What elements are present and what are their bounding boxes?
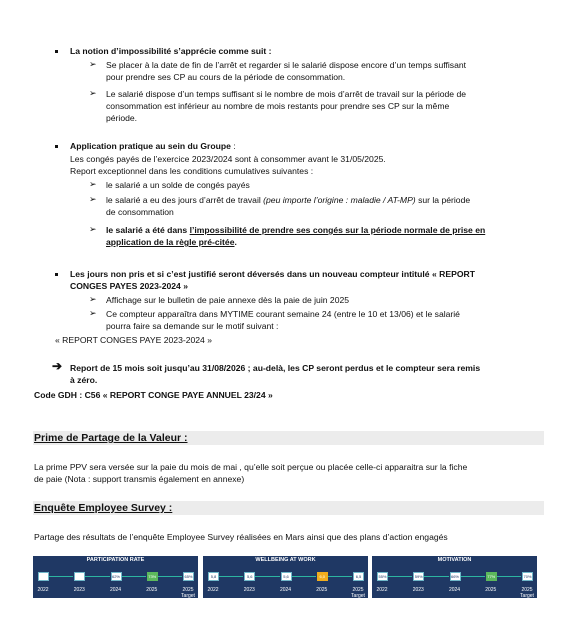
report-line2: à zéro. [70, 375, 98, 385]
survey-heading: Enquête Employee Survey : [34, 502, 173, 514]
value-box: 73% [148, 574, 157, 579]
bullet-square-icon [55, 145, 58, 148]
section1-sub2-line3: période. [106, 113, 138, 123]
section2-item2-b: (peu importe l’origine : maladie / AT-MP) [263, 195, 416, 205]
value-box: 5,8 [208, 572, 219, 581]
survey-panel-participation [33, 556, 198, 598]
trend-line [85, 576, 109, 577]
section2-item3 [106, 224, 485, 236]
section2-title-suffix: : [230, 141, 236, 151]
year-label: 2022 [37, 587, 49, 593]
section2-item2-line2: de consommation [106, 207, 174, 217]
survey-text: Partage des résultats de l’enquête Employee Survey réalisées en Mars ainsi que des plans d’action engagés [34, 532, 448, 542]
value-box: 5,6 [244, 572, 255, 581]
year-label: 2025 Target [351, 587, 365, 599]
trend-line [424, 576, 448, 577]
section3-title-line2: CONGES PAYES 2023-2024 » [70, 281, 188, 291]
section2-item2-a: le salarié a eu des jours d’arrêt de travail [106, 195, 264, 205]
section2-item2 [106, 194, 470, 206]
section3-motif: « REPORT CONGES PAYE 2023-2024 » [55, 335, 212, 345]
bullet-square-icon [55, 273, 58, 276]
section1-title: La notion d’impossibilité s’apprécie comme suit : [70, 46, 272, 56]
trend-line [292, 576, 316, 577]
arrow-bullet-icon: ➢ [89, 179, 97, 189]
value-box [74, 572, 85, 581]
arrow-bullet-icon: ➢ [89, 88, 97, 98]
ppv-text-line1: La prime PPV sera versée sur la paie du mois de mai , qu’elle soit perçue ou placée celle-ci apparaitra sur la fiche [34, 462, 468, 472]
year-label: 2022 [207, 587, 219, 593]
arrow-bullet-icon: ➢ [89, 308, 97, 318]
section3-item2-line2: pourra faire sa demande sur le motif suivant : [106, 321, 279, 331]
year-label: 2023 [412, 587, 424, 593]
survey-panel-motivation [372, 556, 537, 598]
section3-title-line1: Les jours non pris et si c’est justifié seront déversés dans un nouveau compteur intitulé « REPORT [70, 269, 475, 279]
value-box: 77% [487, 574, 496, 579]
trend-line [122, 576, 146, 577]
trend-line [255, 576, 279, 577]
section3-item2-line1: Ce compteur apparaîtra dans MYTIME courant semaine 24 (entre le 10 et 13/06) et le salarié [106, 309, 460, 319]
trend-line [461, 576, 485, 577]
section2-item2-c: sur la période [415, 195, 471, 205]
panel-title: MOTIVATION [437, 557, 472, 563]
section2-item3-line2: application de la règle pré-citée [106, 237, 235, 247]
trend-line [328, 576, 352, 577]
trend-line [219, 576, 243, 577]
year-label: 2025 [485, 587, 497, 593]
report-code: Code GDH : C56 « REPORT CONGE PAYE ANNUEL 23/24 » [34, 390, 273, 400]
section2-title: Application pratique au sein du Groupe [70, 141, 231, 151]
year-label: 2025 Target [520, 587, 534, 599]
report-line1: Report de 15 mois soit jusqu’au 31/08/2026 ; au-delà, les CP seront perdus et le compteur sera remis [70, 363, 481, 373]
arrow-bullet-icon: ➢ [89, 224, 97, 234]
value-box: 70% [523, 574, 532, 579]
year-label: 2023 [73, 587, 85, 593]
value-box [38, 572, 49, 581]
section2-item3-a: le salarié a été dans [106, 225, 190, 235]
trend-line [158, 576, 182, 577]
year-label: 2025 [146, 587, 158, 593]
survey-panel-wellbeing [203, 556, 368, 598]
ppv-text-line2: de paie (Nota : support transmis également en annexe) [34, 474, 245, 484]
arrow-bullet-icon: ➢ [89, 59, 97, 69]
year-label: 2023 [243, 587, 255, 593]
arrow-bullet-icon: ➢ [89, 294, 97, 304]
right-arrow-icon: ➔ [52, 359, 63, 373]
value-box: 66% [450, 574, 459, 579]
section2-item1: le salarié a un solde de congés payés [106, 180, 250, 190]
trend-line [497, 576, 521, 577]
arrow-bullet-icon: ➢ [89, 194, 97, 204]
trend-line [49, 576, 73, 577]
year-label: 2024 [448, 587, 461, 593]
ppv-heading: Prime de Partage de la Valeur : [34, 432, 188, 444]
section1-sub1-line2: pour prendre ses CP au cours de la période de consommation. [106, 72, 346, 82]
section2-item3-line2-row [106, 236, 237, 248]
value-box: 55% [378, 574, 387, 579]
year-label: 2025 Target [181, 587, 195, 599]
section2-title-row [70, 140, 236, 152]
year-label: 2022 [376, 587, 388, 593]
section1-sub1-line1: Se placer à la date de fin de l’arrêt et regarder si le salarié dispose encore d’un temps suffisant [106, 60, 467, 70]
section2-line2: Report exceptionnel dans les conditions cumulatives suivantes : [70, 166, 314, 176]
section2-line1: Les congés payés de l’exercice 2023/2024 sont à consommer avant le 31/05/2025. [70, 154, 386, 164]
value-box: 5,6 [281, 572, 292, 581]
trend-line [388, 576, 412, 577]
value-box: 6,5 [353, 572, 364, 581]
value-box: 59% [414, 574, 423, 579]
year-label: 2024 [279, 587, 292, 593]
section2-item3-b: l’impossibilité de prendre ses congés sur la période normale de prise en [189, 225, 486, 235]
panel-title: WELLBEING AT WORK [255, 557, 316, 563]
value-box: 6,0 [317, 572, 328, 581]
section1-sub2-line2: consommation est inférieur au nombre de mois restants pour prendre ses CP sur la même [106, 101, 450, 111]
section1-sub2-line1: Le salarié dispose d’un temps suffisant si le nombre de mois d’arrêt de travail sur la période de [106, 89, 467, 99]
value-box: 65% [184, 574, 193, 579]
section3-item1: Affichage sur le bulletin de paie annexe dès la paie de juin 2025 [106, 295, 350, 305]
year-label: 2025 [316, 587, 328, 593]
panel-title: PARTICIPATION RATE [86, 557, 145, 563]
bullet-square-icon [55, 50, 58, 53]
value-box: 62% [111, 574, 120, 579]
section2-item3-end: . [234, 237, 237, 247]
year-label: 2024 [109, 587, 122, 593]
